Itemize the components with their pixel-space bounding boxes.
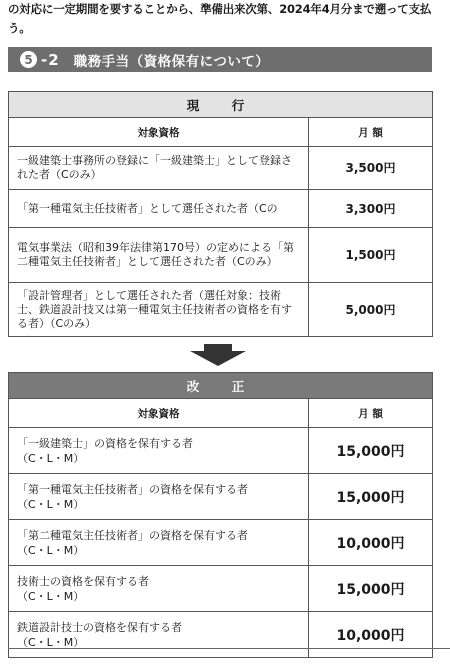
amount-cell: 15,000円 bbox=[309, 474, 433, 520]
revised-table-header: 改 正 bbox=[9, 373, 433, 399]
table-row bbox=[9, 283, 433, 337]
scope-text: （C・L・M） bbox=[17, 635, 85, 649]
table-row bbox=[9, 474, 433, 520]
table-row bbox=[9, 566, 433, 612]
intro-paragraph: の対応に一定期間を要することから、準備出来次第、2024年4月分まで遡って支払う。 bbox=[8, 2, 432, 35]
table-row bbox=[9, 520, 433, 566]
column-header-amount: 月 額 bbox=[309, 399, 433, 428]
qualification-cell: 電気事業法（昭和39年法律第170号）の定めによる「第二種電気主任技術者」として選任された者（Cのみ） bbox=[9, 228, 309, 283]
section-number-suffix: -2 bbox=[41, 50, 60, 69]
column-header-amount: 月 額 bbox=[309, 118, 433, 147]
scope-text: （C・L・M） bbox=[17, 589, 85, 603]
qualification-cell bbox=[9, 566, 309, 612]
qualification-text: 「第一種電気主任技術者」の資格を保有する者 bbox=[17, 482, 248, 496]
amount-cell: 10,000円 bbox=[309, 520, 433, 566]
down-arrow-icon bbox=[190, 344, 246, 366]
amount-cell: 3,300円 bbox=[309, 190, 433, 228]
amount-cell: 15,000円 bbox=[309, 428, 433, 474]
column-header-qualification: 対象資格 bbox=[9, 118, 309, 147]
qualification-cell bbox=[9, 520, 309, 566]
scope-text: （C・L・M） bbox=[17, 497, 85, 511]
section-heading bbox=[8, 47, 432, 72]
table-row bbox=[9, 190, 433, 228]
qualification-cell: 「設計管理者」として選任された者（選任対象：技術士、鉄道設計技又は第一種電気主任技術者の資格を有する者）（Cのみ） bbox=[9, 283, 309, 337]
amount-cell: 1,500円 bbox=[309, 228, 433, 283]
section-title: 職務手当（資格保有について） bbox=[73, 53, 270, 70]
table-row bbox=[9, 428, 433, 474]
qualification-text: 鉄道設計技士の資格を保有する者 bbox=[17, 620, 182, 634]
scope-text: （C・L・M） bbox=[17, 543, 85, 557]
amount-cell: 3,500円 bbox=[309, 147, 433, 190]
column-header-qualification: 対象資格 bbox=[9, 399, 309, 428]
qualification-cell: 「第一種電気主任技術者」として選任された者（Cの bbox=[9, 190, 309, 228]
qualification-text: 「第二種電気主任技術者」の資格を保有する者 bbox=[17, 528, 248, 542]
qualification-cell: 一級建築士事務所の登録に「一級建築士」として登録された者（Cのみ） bbox=[9, 147, 309, 190]
qualification-text: 技術士の資格を保有する者 bbox=[17, 574, 149, 588]
scope-text: （C・L・M） bbox=[17, 451, 85, 465]
qualification-cell bbox=[9, 428, 309, 474]
section-number-badge: 5 bbox=[20, 51, 37, 68]
amount-cell: 10,000円 bbox=[309, 612, 433, 658]
table-row bbox=[9, 612, 433, 658]
bottom-divider bbox=[8, 648, 450, 649]
table-row bbox=[9, 147, 433, 190]
amount-cell: 15,000円 bbox=[309, 566, 433, 612]
current-table-header: 現 行 bbox=[9, 92, 433, 118]
amount-cell: 5,000円 bbox=[309, 283, 433, 337]
qualification-text: 「一級建築士」の資格を保有する者 bbox=[17, 436, 193, 450]
qualification-cell bbox=[9, 612, 309, 658]
revised-allowance-table bbox=[8, 372, 433, 658]
table-row bbox=[9, 228, 433, 283]
current-allowance-table bbox=[8, 91, 433, 337]
qualification-cell bbox=[9, 474, 309, 520]
